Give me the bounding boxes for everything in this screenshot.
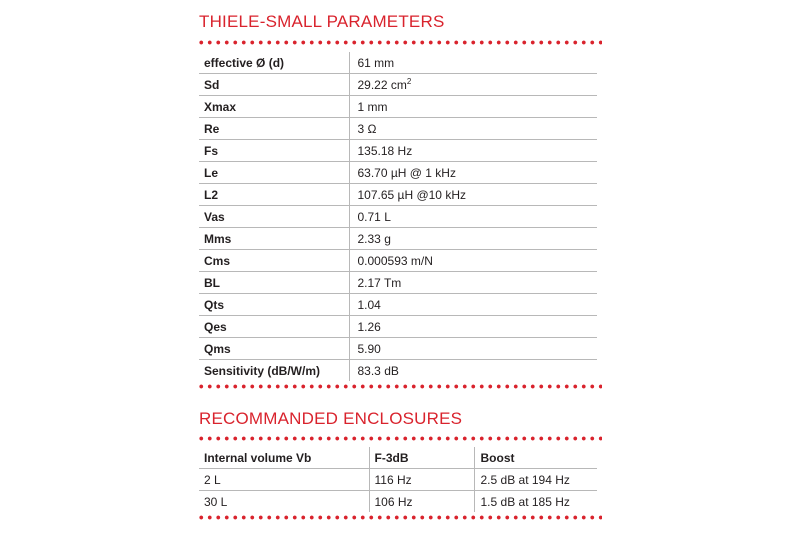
table-row xyxy=(199,118,597,140)
param-value: 2.33 g xyxy=(349,228,597,250)
param-value: 1.04 xyxy=(349,294,597,316)
param-value: 63.70 µH @ 1 kHz xyxy=(349,162,597,184)
param-value: 0.71 L xyxy=(349,206,597,228)
param-label: L2 xyxy=(199,184,349,206)
param-value: 1.26 xyxy=(349,316,597,338)
volume-cell: 30 L xyxy=(199,491,369,513)
table-row xyxy=(199,140,597,162)
param-label: Fs xyxy=(199,140,349,162)
dotted-divider-top xyxy=(197,40,602,45)
param-value: 107.65 µH @10 kHz xyxy=(349,184,597,206)
f3db-cell: 116 Hz xyxy=(369,469,474,491)
table-row xyxy=(199,206,597,228)
enclosures-rows xyxy=(199,447,597,512)
table-row xyxy=(199,316,597,338)
dotted-divider-bottom xyxy=(197,515,602,520)
boost-cell: 1.5 dB at 185 Hz xyxy=(480,494,570,509)
table-row xyxy=(199,360,597,382)
param-label: Vas xyxy=(199,206,349,228)
boost-cell: 2.5 dB at 194 Hz xyxy=(474,469,597,491)
dotted-divider-enclosures xyxy=(197,436,602,441)
table-row xyxy=(199,491,597,513)
param-label: Cms xyxy=(199,250,349,272)
param-value: 5.90 xyxy=(349,338,597,360)
table-row xyxy=(199,272,597,294)
param-label: Sensitivity (dB/W/m) xyxy=(199,360,349,382)
param-value-text: 29.22 cm xyxy=(357,77,407,92)
param-label: Re xyxy=(199,118,349,140)
table-header-row xyxy=(199,447,597,469)
column-header-volume: Internal volume Vb xyxy=(199,447,369,469)
table-row xyxy=(199,184,597,206)
param-label: Le xyxy=(199,162,349,184)
table-row xyxy=(199,294,597,316)
param-value: 2.17 Tm xyxy=(349,272,597,294)
table-row xyxy=(199,162,597,184)
f3db-cell: 106 Hz xyxy=(369,491,474,513)
param-value xyxy=(349,74,597,96)
param-value-superscript: 2 xyxy=(406,76,412,86)
table-row xyxy=(199,250,597,272)
param-label: Sd xyxy=(199,74,349,96)
param-value: 61 mm xyxy=(349,52,597,74)
thiele-small-title: THIELE-SMALL PARAMETERS xyxy=(199,12,445,31)
param-label: effective Ø (d) xyxy=(199,52,349,74)
table-row xyxy=(199,228,597,250)
param-value: 83.3 dB xyxy=(357,363,399,378)
table-row xyxy=(199,96,597,118)
enclosures-table xyxy=(199,447,597,512)
param-value: 0.000593 m/N xyxy=(349,250,597,272)
enclosures-title: RECOMMANDED ENCLOSURES xyxy=(199,409,463,428)
param-label: Xmax xyxy=(199,96,349,118)
volume-cell: 2 L xyxy=(199,469,369,491)
thiele-small-rows xyxy=(199,52,597,381)
table-row xyxy=(199,74,597,96)
param-value: 135.18 Hz xyxy=(349,140,597,162)
table-row xyxy=(199,469,597,491)
param-value: 3 Ω xyxy=(349,118,597,140)
param-label: BL xyxy=(199,272,349,294)
column-header-boost: Boost xyxy=(474,447,597,469)
thiele-small-table xyxy=(199,52,597,381)
param-label: Qts xyxy=(199,294,349,316)
column-header-f3db: F-3dB xyxy=(369,447,474,469)
dotted-divider-middle xyxy=(197,384,602,389)
param-value: 1 mm xyxy=(349,96,597,118)
table-row xyxy=(199,338,597,360)
table-row xyxy=(199,52,597,74)
param-label: Qms xyxy=(199,338,349,360)
param-label: Qes xyxy=(199,316,349,338)
param-label: Mms xyxy=(199,228,349,250)
